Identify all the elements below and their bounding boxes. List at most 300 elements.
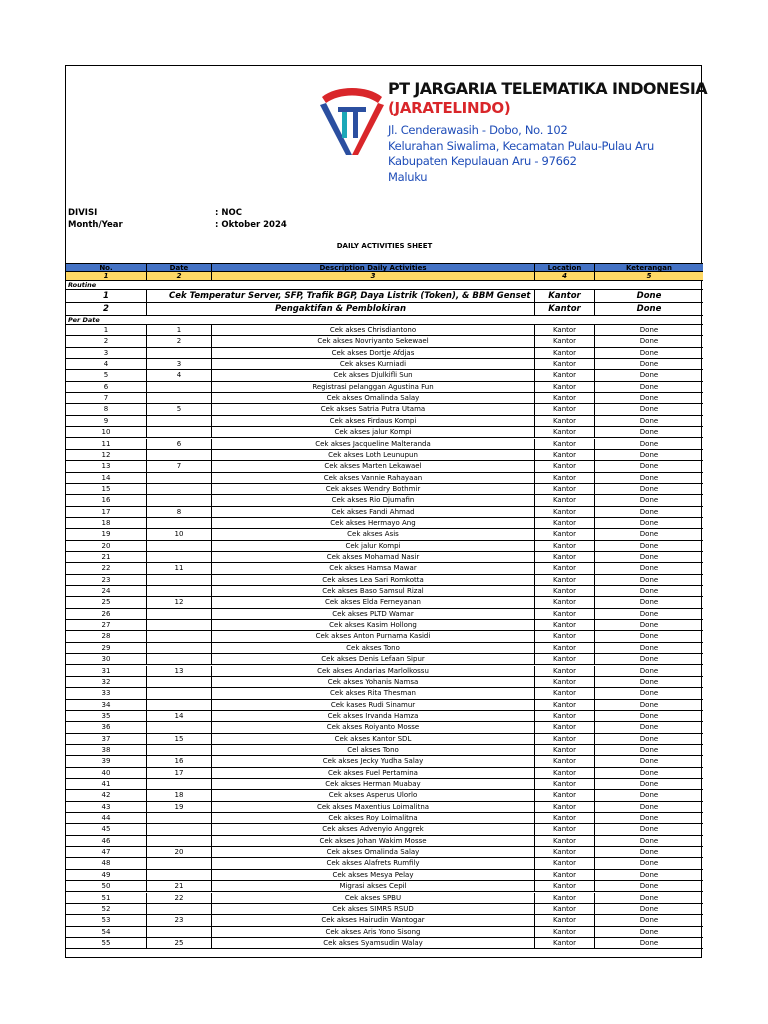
location-cell: Kantor [535,597,595,608]
description-cell: Cek akses Kasim Hollong [212,620,535,631]
keterangan-cell: 5 [595,272,703,281]
no-cell: 22 [66,563,147,574]
keterangan-cell: Done [595,927,703,938]
table-row [66,734,703,745]
location-cell: Kantor [535,711,595,722]
no-cell: 52 [66,904,147,915]
date-cell [147,552,212,563]
location-cell: Kantor [535,450,595,461]
date-cell [147,586,212,597]
no-cell: 39 [66,756,147,767]
table-row [66,529,703,540]
keterangan-cell: Done [595,586,703,597]
no-cell: 15 [66,484,147,495]
no-cell: 13 [66,461,147,472]
location-cell: Kantor [535,677,595,688]
date-cell [147,473,212,484]
keterangan-cell: Done [595,393,703,404]
date-cell [147,813,212,824]
date-cell [147,620,212,631]
table-header [66,263,703,272]
location-cell: Kantor [535,813,595,824]
date-cell: 15 [147,734,212,745]
keterangan-cell: Done [595,666,703,677]
keterangan-cell: Done [595,643,703,654]
no-cell: 3 [66,348,147,359]
keterangan-cell: Done [595,484,703,495]
location-cell: Kantor [535,382,595,393]
routine-row [66,290,703,303]
table-row [66,779,703,790]
description-cell: Cek akses Tono [212,643,535,654]
keterangan-cell: Done [595,677,703,688]
location-cell: Kantor [535,507,595,518]
date-cell: 7 [147,461,212,472]
keterangan-cell: Done [595,870,703,881]
column-number-row [66,272,703,281]
date-cell [147,654,212,665]
location-cell: Kantor [535,620,595,631]
location-cell: Kantor [535,734,595,745]
date-cell [147,643,212,654]
description-cell: Cek akses jalur Kompi [212,427,535,438]
table-row [66,938,703,949]
location-cell: Kantor [535,654,595,665]
keterangan-cell: Done [595,779,703,790]
date-cell [147,427,212,438]
location-cell: Kantor [535,541,595,552]
description-cell: Cek akses Elda Ferneyanan [212,597,535,608]
location-cell: Kantor [535,609,595,620]
table-row [66,404,703,415]
description-cell: 3 [212,272,535,281]
keterangan-cell: Done [595,700,703,711]
location-cell: Kantor [535,359,595,370]
location-cell: Kantor [535,915,595,926]
no-cell: 4 [66,359,147,370]
keterangan-cell: Done [595,893,703,904]
no-cell: 31 [66,666,147,677]
keterangan-cell: Done [595,290,703,303]
date-cell: 2 [147,272,212,281]
keterangan-cell: Done [595,847,703,858]
sheet-title: DAILY ACTIVITIES SHEET [336,242,433,250]
location-cell: Kantor [535,439,595,450]
keterangan-cell: Done [595,495,703,506]
no-cell: 28 [66,631,147,642]
location-cell: Kantor [535,495,595,506]
description-cell: Cek akses Dortje Afdjas [212,348,535,359]
location-cell: Kantor [535,552,595,563]
keterangan-cell: Done [595,552,703,563]
address-province: Maluku [388,170,428,184]
routine-row [66,303,703,316]
keterangan-cell: Done [595,563,703,574]
keterangan-cell: Done [595,461,703,472]
location-cell: Kantor [535,836,595,847]
date-cell: 6 [147,439,212,450]
keterangan-cell: Done [595,450,703,461]
table-row [66,927,703,938]
description-cell: Cek akses Marten Lekawael [212,461,535,472]
date-cell: 16 [147,756,212,767]
table-row [66,461,703,472]
date-cell [147,484,212,495]
no-cell: 54 [66,927,147,938]
keterangan-cell: Done [595,722,703,733]
location-cell: Kantor [535,427,595,438]
keterangan-cell: Done [595,768,703,779]
date-cell [147,688,212,699]
table-row [66,643,703,654]
no-cell: 26 [66,609,147,620]
location-cell: Kantor [535,927,595,938]
table-row [66,563,703,574]
no-cell: 11 [66,439,147,450]
location-cell: Kantor [535,393,595,404]
no-cell: 40 [66,768,147,779]
description-cell: Cek akses Syamsudin Walay [212,938,535,949]
location-cell: Kantor [535,529,595,540]
description-cell: Cek akses Roiyanto Mosse [212,722,535,733]
date-cell: Date [147,263,212,272]
keterangan-cell: Done [595,858,703,869]
location-cell: Kantor [535,824,595,835]
table-row [66,677,703,688]
date-cell: 12 [147,597,212,608]
keterangan-cell: Done [595,813,703,824]
table-row [66,881,703,892]
no-cell: 24 [66,586,147,597]
table-row [66,575,703,586]
description-cell: Cek akses Maxentius Loimalitna [212,802,535,813]
per-date-section-label: Per Date [66,316,703,325]
keterangan-cell: Done [595,915,703,926]
no-cell: 32 [66,677,147,688]
no-cell: 51 [66,893,147,904]
no-cell: 27 [66,620,147,631]
location-cell: Kantor [535,847,595,858]
no-cell: 46 [66,836,147,847]
location-cell: 4 [535,272,595,281]
keterangan-cell: Done [595,359,703,370]
table-row [66,666,703,677]
table-row [66,688,703,699]
description-cell: Cek akses Mohamad Nasir [212,552,535,563]
table-row [66,484,703,495]
description-cell: Cek akses Satria Putra Utama [212,404,535,415]
no-cell: 50 [66,881,147,892]
description-cell: Cek akses Vannie Rahayaan [212,473,535,484]
description-cell: Cek akses Jacqueline Malteranda [212,439,535,450]
description-cell: Cek akses Omalinda Salay [212,393,535,404]
company-abbreviation: (JARATELINDO) [388,99,511,117]
table-row [66,858,703,869]
table-row [66,586,703,597]
date-cell [147,824,212,835]
location-cell: Kantor [535,700,595,711]
month-year-value: : Oktober 2024 [215,220,287,230]
description-cell: Cek akses Asis [212,529,535,540]
date-cell [147,518,212,529]
location-cell: Kantor [535,666,595,677]
description-cell: Cek akses Wendry Bothmir [212,484,535,495]
description-cell: Cek akses Aris Yono Sisong [212,927,535,938]
no-cell: No. [66,263,147,272]
no-cell: 55 [66,938,147,949]
company-logo [316,83,388,159]
address-kelurahan: Kelurahan Siwalima, Kecamatan Pulau-Pulau Aru [388,139,654,153]
description-cell: Cek akses Lea Sari Romkotta [212,575,535,586]
divisi-label: DIVISI [68,208,98,218]
date-cell [147,450,212,461]
location-cell: Kantor [535,631,595,642]
date-cell [147,382,212,393]
no-cell: 18 [66,518,147,529]
table-row [66,700,703,711]
table-row [66,473,703,484]
table-row [66,336,703,347]
date-cell [147,904,212,915]
keterangan-cell: Done [595,439,703,450]
location-cell: Kantor [535,461,595,472]
description-cell: Cek akses Rita Thesman [212,688,535,699]
date-cell: 5 [147,404,212,415]
no-cell: 45 [66,824,147,835]
table-row [66,836,703,847]
no-cell: 1 [66,325,147,336]
description-cell: Cek akses Advenyio Anggrek [212,824,535,835]
date-cell [147,677,212,688]
location-cell: Kantor [535,790,595,801]
date-cell [147,745,212,756]
description-cell: Cek akses Johan Wakim Mosse [212,836,535,847]
date-cell [147,631,212,642]
location-cell: Kantor [535,779,595,790]
no-cell: 48 [66,858,147,869]
description-cell: Description Daily Activities [212,263,535,272]
no-cell: 44 [66,813,147,824]
table-row [66,370,703,381]
table-row [66,824,703,835]
description-cell: Cel akses Tono [212,745,535,756]
table-row [66,756,703,767]
keterangan-cell: Done [595,609,703,620]
no-cell: 47 [66,847,147,858]
location-cell: Kantor [535,643,595,654]
location-cell: Kantor [535,484,595,495]
location-cell: Kantor [535,768,595,779]
location-cell: Kantor [535,893,595,904]
date-cell: 14 [147,711,212,722]
keterangan-cell: Done [595,631,703,642]
no-cell: 2 [66,303,147,316]
date-cell [147,700,212,711]
location-cell: Kantor [535,586,595,597]
description-cell: Cek akses Andarias Marlolkossu [212,666,535,677]
keterangan-cell: Done [595,518,703,529]
description-cell: Cek akses Kantor SDL [212,734,535,745]
date-cell [147,609,212,620]
keterangan-cell: Done [595,473,703,484]
description-cell: Migrasi akses Cepil [212,881,535,892]
location-cell: Kantor [535,722,595,733]
no-cell: 23 [66,575,147,586]
table-row [66,382,703,393]
keterangan-cell: Done [595,382,703,393]
date-cell: 21 [147,881,212,892]
keterangan-cell: Done [595,734,703,745]
keterangan-cell: Done [595,427,703,438]
keterangan-cell: Done [595,348,703,359]
description-cell: Cek akses Anton Purnama Kasidi [212,631,535,642]
date-cell [147,870,212,881]
no-cell: 9 [66,416,147,427]
keterangan-cell: Done [595,756,703,767]
description-cell: Cek akses Herman Muabay [212,779,535,790]
table-row [66,915,703,926]
table-row [66,631,703,642]
location-cell: Kantor [535,688,595,699]
table-row [66,904,703,915]
no-cell: 5 [66,370,147,381]
description-cell: Cek jalur Kompi [212,541,535,552]
no-cell: 14 [66,473,147,484]
table-row [66,768,703,779]
date-cell [147,393,212,404]
keterangan-cell: Done [595,404,703,415]
date-cell: 18 [147,790,212,801]
date-cell [147,575,212,586]
description-cell: Cek akses Irvanda Hamza [212,711,535,722]
date-cell [147,927,212,938]
location-cell: Location [535,263,595,272]
keterangan-cell: Done [595,336,703,347]
location-cell: Kantor [535,870,595,881]
table-row [66,439,703,450]
table-row [66,654,703,665]
table-row [66,847,703,858]
description-cell: Cek akses Yohanis Namsa [212,677,535,688]
date-cell: 25 [147,938,212,949]
date-cell: 2 [147,336,212,347]
description-cell: Cek akses Fuel Pertamina [212,768,535,779]
table-row [66,416,703,427]
location-cell: Kantor [535,745,595,756]
no-cell: 29 [66,643,147,654]
date-cell: 11 [147,563,212,574]
keterangan-cell: Done [595,416,703,427]
table-row [66,609,703,620]
table-row [66,597,703,608]
description-cell: Cek Temperatur Server, SFP, Trafik BGP, Daya Listrik (Token), & BBM Genset [147,290,535,303]
table-row [66,870,703,881]
description-cell: Registrasi pelanggan Agustina Fun [212,382,535,393]
table-row [66,348,703,359]
no-cell: 25 [66,597,147,608]
description-cell: Cek akses SPBU [212,893,535,904]
description-cell: Cek akses Rio Djumafin [212,495,535,506]
no-cell: 10 [66,427,147,438]
description-cell: Cek akses Kurniadi [212,359,535,370]
no-cell: 35 [66,711,147,722]
location-cell: Kantor [535,473,595,484]
description-cell: Cek akses Firdaus Kompi [212,416,535,427]
table-row [66,790,703,801]
location-cell: Kantor [535,290,595,303]
no-cell: 20 [66,541,147,552]
date-cell: 17 [147,768,212,779]
date-cell [147,779,212,790]
no-cell: 41 [66,779,147,790]
divisi-value: : NOC [215,208,242,218]
date-cell: 23 [147,915,212,926]
keterangan-cell: Done [595,938,703,949]
date-cell: 20 [147,847,212,858]
keterangan-cell: Done [595,303,703,316]
date-cell: 4 [147,370,212,381]
description-cell: Cek kases Rudi Sinamur [212,700,535,711]
location-cell: Kantor [535,563,595,574]
keterangan-cell: Done [595,325,703,336]
table-row [66,722,703,733]
keterangan-cell: Keterangan [595,263,703,272]
description-cell: Cek akses Baso Samsul Rizal [212,586,535,597]
month-year-label: Month/Year [68,220,123,230]
no-cell: 43 [66,802,147,813]
date-cell: 22 [147,893,212,904]
date-cell: 3 [147,359,212,370]
no-cell: 30 [66,654,147,665]
no-cell: 1 [66,272,147,281]
no-cell: 2 [66,336,147,347]
no-cell: 21 [66,552,147,563]
date-cell: 10 [147,529,212,540]
location-cell: Kantor [535,518,595,529]
keterangan-cell: Done [595,529,703,540]
date-cell [147,416,212,427]
keterangan-cell: Done [595,836,703,847]
no-cell: 17 [66,507,147,518]
description-cell: Cek akses Hamsa Mawar [212,563,535,574]
description-cell: Cek akses Alafrets Rumfily [212,858,535,869]
no-cell: 8 [66,404,147,415]
description-cell: Cek akses Novriyanto Sekewael [212,336,535,347]
description-cell: Cek akses PLTD Wamar [212,609,535,620]
date-cell [147,722,212,733]
date-cell [147,541,212,552]
keterangan-cell: Done [595,745,703,756]
location-cell: Kantor [535,416,595,427]
date-cell [147,836,212,847]
keterangan-cell: Done [595,541,703,552]
description-cell: Cek akses Denis Lefaan Sipur [212,654,535,665]
keterangan-cell: Done [595,881,703,892]
keterangan-cell: Done [595,575,703,586]
keterangan-cell: Done [595,904,703,915]
table-row [66,393,703,404]
table-row [66,450,703,461]
no-cell: 7 [66,393,147,404]
table-row [66,507,703,518]
activity-sheet [65,65,708,958]
description-cell: Pengaktifan & Pemblokiran [147,303,535,316]
address-kabupaten: Kabupaten Kepulauan Aru - 97662 [388,154,577,168]
no-cell: 16 [66,495,147,506]
location-cell: Kantor [535,325,595,336]
keterangan-cell: Done [595,654,703,665]
keterangan-cell: Done [595,507,703,518]
